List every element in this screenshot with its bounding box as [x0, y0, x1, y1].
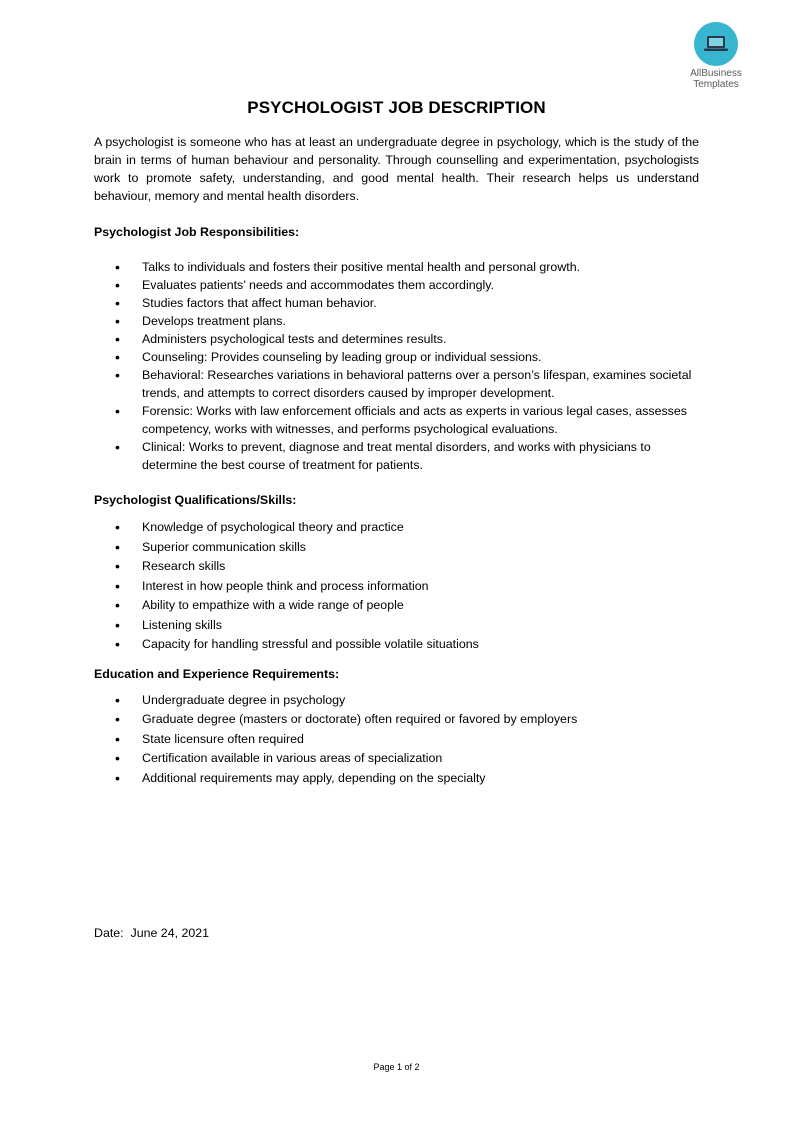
logo-badge	[694, 22, 738, 66]
qualifications-list	[94, 518, 699, 655]
list-item: • Counseling: Provides counseling by leading group or individual sessions.	[94, 348, 699, 366]
list-item: • Undergraduate degree in psychology	[94, 691, 699, 711]
list-item: • Certification available in various areas of specialization	[94, 749, 699, 769]
responsibilities-list	[94, 258, 699, 474]
list-item: • Studies factors that affect human behavior.	[94, 294, 699, 312]
intro-paragraph: A psychologist is someone who has at least an undergraduate degree in psychology, which is the study of the brain in terms of human behaviour and personality. Through counselling and experimentation, psychologists work to promote safety, understanding, and good mental health. Their research helps us understand behaviour, memory and mental health disorders.	[94, 135, 699, 203]
document-date: Date: June 24, 2021	[94, 926, 210, 940]
list-item: • Behavioral: Researches variations in behavioral patterns over a person’s lifespan, examines societal trends, and attempts to correct disorders caused by improper development.	[94, 366, 699, 402]
list-item: • Listening skills	[94, 616, 699, 636]
list-item: • Clinical: Works to prevent, diagnose and treat mental disorders, and works with physicians to determine the best course of treatment for patients.	[94, 438, 699, 474]
laptop-icon	[703, 33, 729, 55]
page-number: Page 1 of 2	[373, 1062, 420, 1072]
logo-line-1: AllBusiness	[690, 68, 742, 79]
list-item: • Graduate degree (masters or doctorate) often required or favored by employers	[94, 710, 699, 730]
list-item: • Talks to individuals and fosters their positive mental health and personal growth.	[94, 258, 699, 276]
list-item: • Interest in how people think and process information	[94, 577, 699, 597]
education-list	[94, 691, 699, 789]
list-item: • Forensic: Works with law enforcement officials and acts as experts in various legal cases, assesses competency, works with witnesses, and performs psychological evaluations.	[94, 402, 699, 438]
list-item: • Capacity for handling stressful and possible volatile situations	[94, 635, 699, 655]
list-item: • Ability to empathize with a wide range of people	[94, 596, 699, 616]
list-item: • Research skills	[94, 557, 699, 577]
logo-text	[676, 68, 756, 90]
qualifications-heading: Psychologist Qualifications/Skills:	[94, 493, 297, 507]
logo-line-2: Templates	[693, 79, 739, 90]
responsibilities-heading: Psychologist Job Responsibilities:	[94, 225, 300, 239]
list-item: • Superior communication skills	[94, 538, 699, 558]
list-item: • Develops treatment plans.	[94, 312, 699, 330]
list-item: • Administers psychological tests and determines results.	[94, 330, 699, 348]
list-item: • Evaluates patients’ needs and accommodates them accordingly.	[94, 276, 699, 294]
education-heading: Education and Experience Requirements:	[94, 666, 340, 681]
list-item: • Additional requirements may apply, depending on the specialty	[94, 769, 699, 789]
list-item: • State licensure often required	[94, 730, 699, 750]
brand-logo	[676, 20, 756, 90]
list-item: • Knowledge of psychological theory and practice	[94, 518, 699, 538]
document-body	[94, 133, 699, 788]
page-title: PSYCHOLOGIST JOB DESCRIPTION	[247, 98, 546, 117]
